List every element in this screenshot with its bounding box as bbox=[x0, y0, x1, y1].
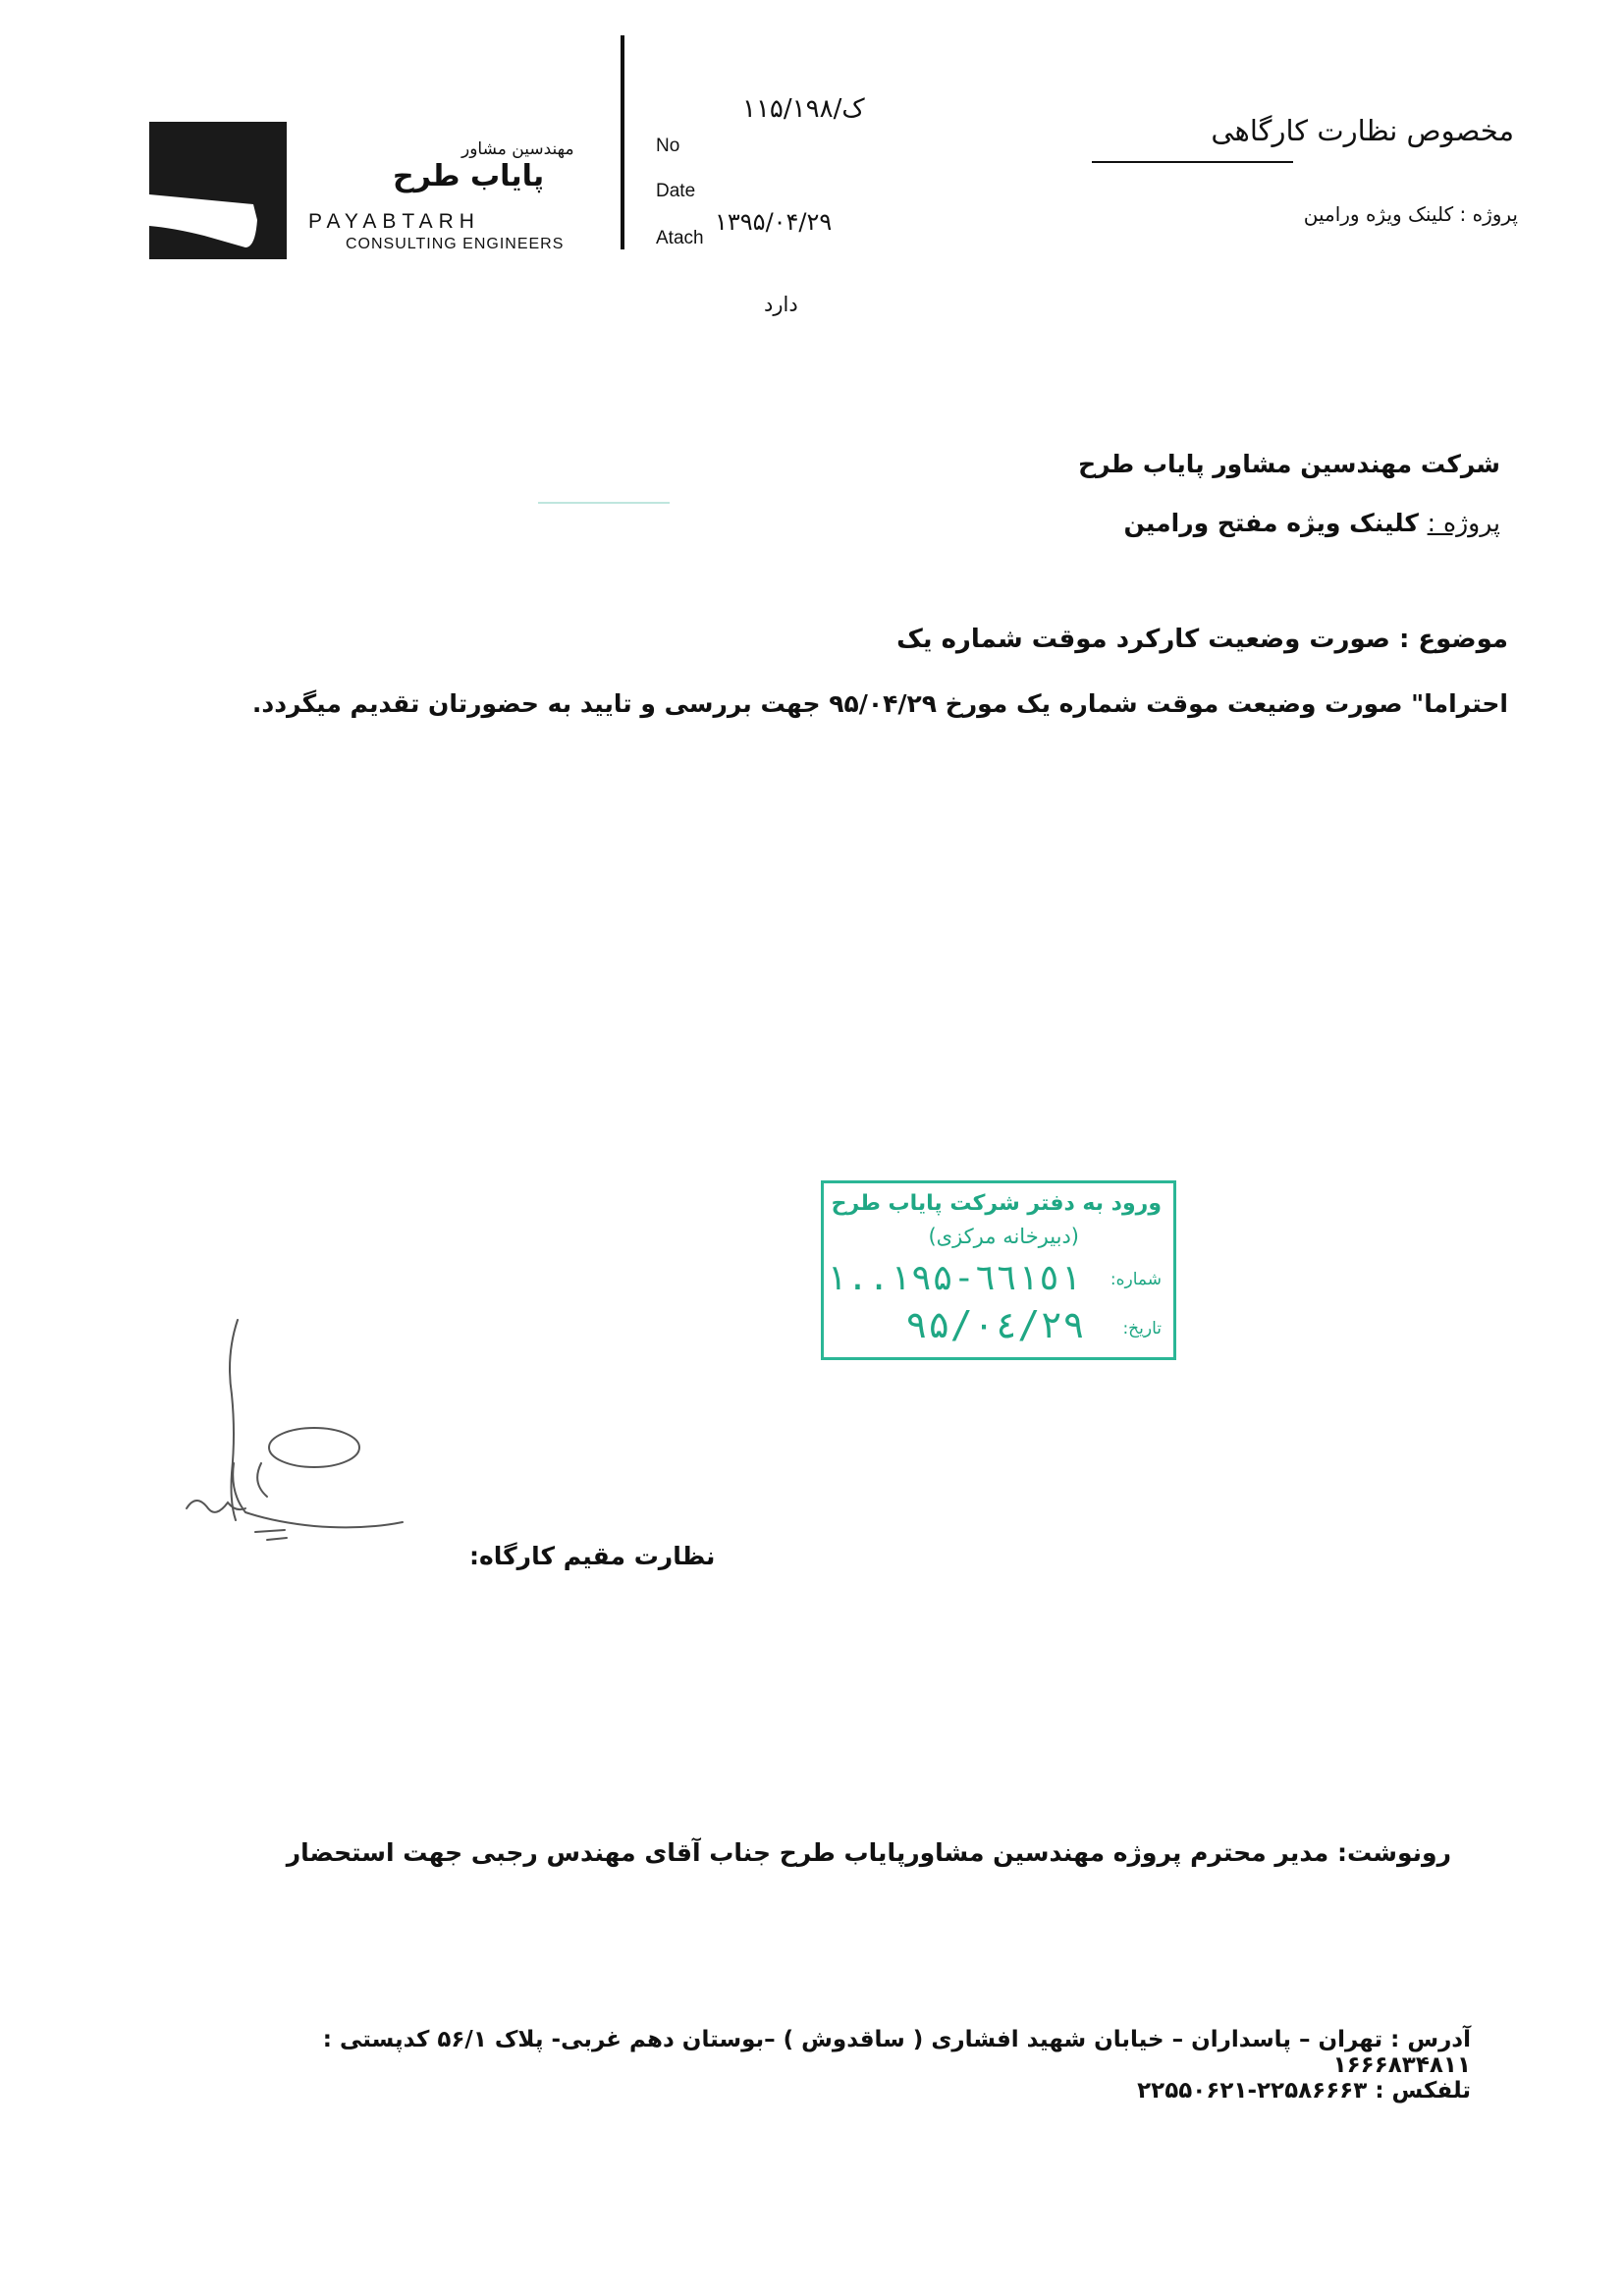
stamp-subtitle: (دبیرخانه مرکزی) bbox=[928, 1225, 1079, 1248]
company-logo bbox=[149, 122, 287, 259]
footer-phone: تلفکس : ۲۲۵۸۶۶۶۳-۲۲۵۵۰۶۲۱ bbox=[1137, 2078, 1471, 2104]
faint-rule bbox=[538, 502, 670, 504]
company-name-fa: پایاب طرح bbox=[393, 159, 545, 193]
logo-mark-icon bbox=[149, 122, 287, 259]
letter-date: ۱۳۹۵/۰۴/۲۹ bbox=[715, 208, 833, 236]
company-name-en: PAYABTARH bbox=[308, 210, 480, 233]
carbon-copy: رونوشت: مدیر محترم پروژه مهندسین مشاورپایاب طرح جناب آقای مهندس رجبی جهت استحضار bbox=[286, 1838, 1451, 1867]
project-line bbox=[1123, 509, 1500, 537]
footer-address: آدرس : تهران – پاسداران – خیابان شهید افشاری ( ساقدوش ) –بوستان دهم غربی- پلاک ۵۶/۱ کدپستی : ۱۶۶۶۸۳۴۸۱۱ bbox=[322, 2027, 1471, 2078]
attachment-label: Atach bbox=[656, 228, 704, 248]
date-label: Date bbox=[656, 181, 696, 201]
site-supervisor-label: نظارت مقیم کارگاه: bbox=[469, 1542, 716, 1570]
letter-number: ۱۱۵/ک/۱۹۸ bbox=[742, 94, 865, 124]
heading-underline bbox=[1092, 161, 1293, 163]
project-name: کلینک ویژه مفتح ورامین bbox=[1123, 509, 1428, 537]
header-divider bbox=[621, 35, 624, 249]
stamp-number-value: ۱..۱۹۵-٦٦١٥١ bbox=[825, 1258, 1081, 1298]
header-project: پروژه : کلینک ویژه ورامین bbox=[1303, 202, 1518, 226]
letter-body: احتراما" صورت وضیعت موقت شماره یک مورخ ۹۵/۰۴/۲۹ جهت بررسی و تایید به حضورتان تقدیم میگردد. bbox=[251, 689, 1508, 718]
stamp-title: ورود به دفتر شرکت پایاب طرح bbox=[831, 1191, 1162, 1216]
stamp-date-value: ۹۵/۰٤/۲۹ bbox=[904, 1303, 1085, 1346]
project-prefix: پروژه : bbox=[1427, 509, 1500, 537]
no-label: No bbox=[656, 136, 680, 156]
recipient: شرکت مهندسین مشاور پایاب طرح bbox=[1078, 450, 1500, 478]
company-name-fa-small: مهندسین مشاور bbox=[461, 139, 574, 159]
signature-icon bbox=[177, 1316, 432, 1571]
stamp-number-label: شماره: bbox=[1110, 1270, 1162, 1289]
stamp-date-label: تاریخ: bbox=[1122, 1319, 1162, 1339]
attachment-value: دارد bbox=[764, 293, 798, 316]
handwritten-signature bbox=[177, 1316, 432, 1571]
receipt-stamp bbox=[821, 1180, 1176, 1360]
subject: موضوع : صورت وضعیت کارکرد موقت شماره یک bbox=[896, 625, 1508, 654]
confidential-heading: مخصوص نظارت کارگاهی bbox=[1211, 114, 1514, 147]
company-tagline-en: CONSULTING ENGINEERS bbox=[346, 236, 565, 252]
